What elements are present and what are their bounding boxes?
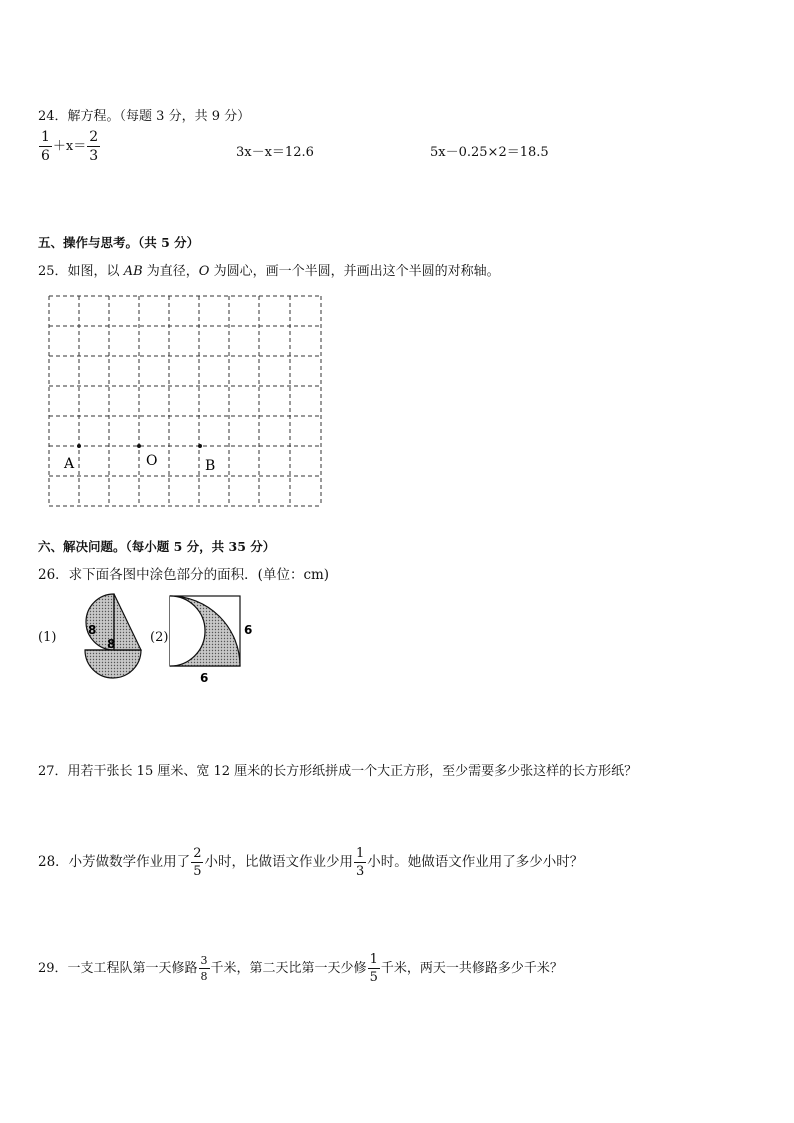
fig2-label: (2) <box>150 630 169 645</box>
q25-o: O <box>198 264 210 279</box>
q25-prefix: 25．如图，以 <box>38 264 124 279</box>
q24-equation-3: 5x－0.25×2＝18.5 <box>430 145 549 160</box>
point-a <box>77 444 81 448</box>
point-b <box>198 444 202 448</box>
q25-ab: AB <box>123 264 143 279</box>
label-o: O <box>146 453 158 469</box>
equation-middle: ＋x＝ <box>52 139 87 154</box>
q26-text: 26．求下面各图中涂色部分的面积．(单位：cm) <box>38 567 330 583</box>
fraction-denominator: 3 <box>89 148 99 164</box>
q25-suffix: 为圆心，画一个半圆，并画出这个半圆的对称轴。 <box>209 264 500 279</box>
q27-text: 27．用若干张长 15 厘米、宽 12 厘米的长方形纸拼成一个大正方形，至少需要多少张这样的长方形纸？ <box>38 764 638 779</box>
q28-prefix: 28．小芳做数学作业用了 <box>38 854 191 870</box>
q25-text <box>38 260 500 279</box>
point-o <box>137 444 141 448</box>
section-5-title: 五、操作与思考。（共 5 分） <box>38 235 200 250</box>
fig2-dim-bottom: 6 <box>200 671 209 685</box>
section-6-title: 六、解决问题。（每小题 5 分，共 35 分） <box>38 539 276 554</box>
fraction-denominator: 3 <box>355 864 365 879</box>
fraction-numerator: 1 <box>41 129 50 145</box>
figure-1 <box>56 592 146 688</box>
q29-prefix: 29．一支工程队第一天修路 <box>38 961 198 976</box>
q24-equation-2: 3x－x＝12.6 <box>236 145 314 160</box>
fraction-denominator: 6 <box>41 148 50 164</box>
fraction-1-6 <box>39 130 52 163</box>
q28-text <box>38 847 583 878</box>
fig1-dim-horizontal: 8 <box>107 637 116 651</box>
fraction-2-5 <box>191 847 203 878</box>
fraction-denominator: 5 <box>193 864 202 879</box>
fraction-3-8 <box>199 955 210 982</box>
q29-suffix: 千米，两天一共修路多少千米？ <box>380 961 563 976</box>
figure-2 <box>166 592 262 688</box>
label-b: B <box>205 458 216 474</box>
fraction-1-3 <box>354 847 366 878</box>
fig2-dim-side: 6 <box>244 623 253 637</box>
fraction-denominator: 5 <box>369 970 378 985</box>
fraction-denominator: 8 <box>200 970 208 983</box>
q29-text <box>38 953 563 984</box>
fraction-2-3 <box>87 130 100 163</box>
fig1-dim-vertical: 8 <box>88 623 97 637</box>
q24-header: 24．解方程。（每题 3 分，共 9 分） <box>38 109 251 124</box>
fraction-numerator: 1 <box>355 846 365 861</box>
q28-suffix: 小时。她做语文作业用了多少小时？ <box>367 854 584 870</box>
q29-mid: 千米，第二天比第一天少修 <box>210 961 367 976</box>
fig1-label: (1) <box>38 630 57 645</box>
q25-mid: 为直径， <box>142 264 199 279</box>
fraction-numerator: 1 <box>369 952 378 967</box>
fraction-numerator: 3 <box>200 954 208 967</box>
q28-mid: 小时，比做语文作业少用 <box>204 854 353 870</box>
fraction-1-5 <box>368 953 380 984</box>
dashed-grid <box>44 290 330 514</box>
fraction-numerator: 2 <box>193 846 202 861</box>
q24-equation-1 <box>38 130 101 163</box>
label-a: A <box>64 456 75 472</box>
fraction-numerator: 2 <box>89 129 99 145</box>
